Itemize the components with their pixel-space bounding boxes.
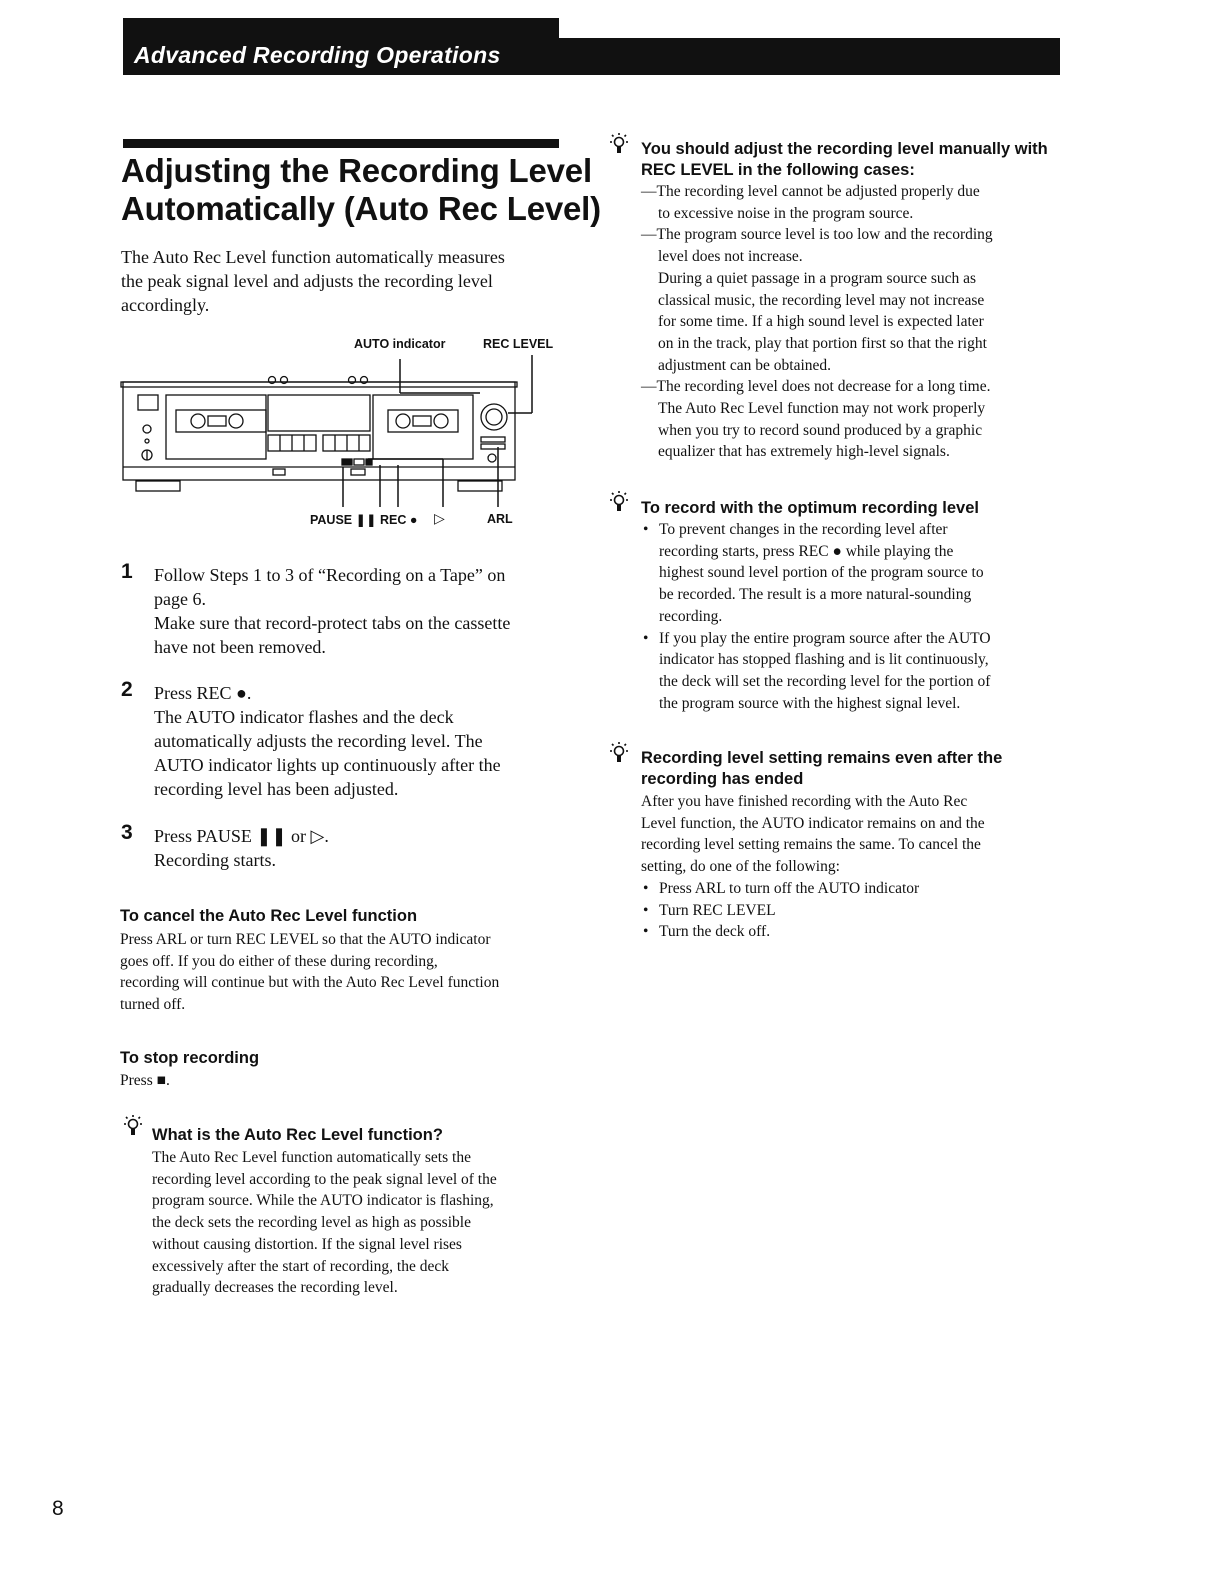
page-title-line: Adjusting the Recording Level: [121, 152, 592, 189]
text-line: The Auto Rec Level function automatically measures: [121, 247, 505, 267]
tip-remains-text: [641, 791, 985, 943]
text-line: Level function, the AUTO indicator remains on and the: [641, 814, 985, 832]
tip-manual-text: [641, 181, 993, 463]
arl-label: ARL: [487, 512, 513, 526]
tip-manual-heading: [641, 139, 1048, 181]
list-item: • Turn the deck off.: [641, 921, 985, 943]
tip-what-text: [152, 1147, 497, 1299]
page-title-line: Automatically (Auto Rec Level): [121, 190, 601, 227]
text-line: Follow Steps 1 to 3 of “Recording on a Tape” on: [154, 565, 506, 585]
text-line: recording level setting remains the same. To cancel the: [641, 836, 981, 854]
text-line: —The recording level cannot be adjusted properly due: [641, 183, 980, 200]
text-line: Make sure that record-protect tabs on the cassette: [154, 613, 511, 633]
text-line: • To prevent changes in the recording level after: [659, 521, 948, 538]
text-line: the program source with the highest signal level.: [659, 694, 961, 712]
text-line: highest sound level portion of the program source to: [659, 564, 984, 582]
page-number: 8: [52, 1497, 64, 1520]
text-line: Press REC ●.: [154, 683, 252, 703]
text-line: have not been removed.: [154, 637, 326, 657]
play-label: ▷: [434, 510, 445, 526]
text-line: program source. While the AUTO indicator is flashing,: [152, 1192, 494, 1210]
text-line: page 6.: [154, 589, 206, 609]
step-number: 2: [121, 678, 133, 701]
text-line: During a quiet passage in a program source such as: [658, 269, 977, 287]
tip-remains-heading: [641, 748, 1002, 790]
tip-what-heading: What is the Auto Rec Level function?: [152, 1126, 443, 1144]
text-line: setting, do one of the following:: [641, 858, 840, 876]
step-2-text: [154, 681, 501, 801]
text-line: You should adjust the recording level manually with: [641, 140, 1048, 158]
text-line: —The program source level is too low and the recording: [641, 226, 993, 244]
text-line: Press PAUSE ❚❚ or ▷.: [154, 826, 329, 846]
rec-level-label: REC LEVEL: [483, 337, 554, 351]
text-line: classical music, the recording level may not increase: [658, 291, 985, 309]
text-line: turned off.: [120, 996, 186, 1014]
text-line: recording will continue but with the Auto Rec Level function: [120, 974, 500, 992]
tip-lightbulb-icon: [607, 740, 631, 764]
text-line: Recording level setting remains even after the: [641, 749, 1003, 767]
text-line: AUTO indicator lights up continuously after the: [154, 755, 501, 775]
title-rule: [123, 139, 559, 148]
text-line: equalizer that has extremely high-level signals.: [658, 443, 950, 461]
text-line: The Auto Rec Level function automatically sets the: [152, 1149, 471, 1166]
text-line: The AUTO indicator flashes and the deck: [154, 707, 454, 727]
header-bar-tab: [123, 18, 559, 40]
text-line: recording starts, press REC ● while playing the: [659, 542, 954, 560]
step-3-text: [154, 824, 329, 872]
text-line: adjustment can be obtained.: [658, 356, 832, 374]
tip-optimum-text: [641, 519, 991, 714]
text-line: Recording starts.: [154, 850, 276, 870]
text-line: gradually decreases the recording level.: [152, 1279, 398, 1297]
auto-indicator-label: AUTO indicator: [354, 337, 446, 351]
text-line: when you try to record sound produced by a graphic: [658, 421, 983, 439]
text-line: on in the track, play that portion first so that the right: [658, 334, 987, 352]
text-line: automatically adjusts the recording level. The: [154, 731, 483, 751]
text-line: REC LEVEL in the following cases:: [641, 161, 915, 179]
text-line: Press ARL or turn REC LEVEL so that the AUTO indicator: [120, 931, 491, 948]
text-line: the deck will set the recording level for the portion of: [659, 672, 991, 690]
text-line: accordingly.: [121, 295, 210, 315]
text-line: be recorded. The result is a more natural-sounding: [659, 586, 972, 604]
text-line: excessively after the start of recording, the deck: [152, 1257, 449, 1275]
tip-optimum-heading: To record with the optimum recording level: [641, 499, 979, 517]
text-line: indicator has stopped flashing and is lit continuously,: [659, 651, 989, 669]
text-line: After you have finished recording with the Auto Rec: [641, 793, 968, 810]
text-line: goes off. If you do either of these during recording,: [120, 952, 438, 970]
list-item: [641, 628, 991, 715]
cassette-deck-illustration: [118, 355, 558, 515]
text-line: for some time. If a high sound level is expected later: [658, 313, 984, 331]
stop-heading: To stop recording: [120, 1049, 260, 1067]
step-number: 1: [121, 560, 133, 583]
text-line: the deck sets the recording level as high as possible: [152, 1214, 471, 1232]
text-line: recording level according to the peak signal level of the: [152, 1170, 497, 1188]
step-number: 3: [121, 821, 133, 844]
tip-lightbulb-icon: [121, 1113, 145, 1137]
text-line: • If you play the entire program source after the AUTO: [659, 629, 991, 647]
tip-lightbulb-icon: [607, 489, 631, 513]
text-line: the peak signal level and adjusts the recording level: [121, 271, 493, 291]
text-line: without causing distortion. If the signal level rises: [152, 1235, 462, 1253]
list-item: [641, 519, 991, 628]
list-item: • Turn REC LEVEL: [641, 900, 985, 922]
text-line: level does not increase.: [658, 248, 803, 266]
cancel-text: [120, 929, 499, 1016]
list-item: • Press ARL to turn off the AUTO indicator: [641, 878, 985, 900]
section-title: Advanced Recording Operations: [134, 42, 501, 68]
text-line: recording level has been adjusted.: [154, 779, 399, 799]
step-1-text: [154, 563, 510, 659]
pause-rec-label: PAUSE ❚❚ REC ●: [310, 513, 418, 527]
text-line: to excessive noise in the program source.: [658, 204, 914, 222]
text-line: The Auto Rec Level function may not work properly: [658, 400, 986, 418]
intro-paragraph: [121, 245, 505, 317]
text-line: —The recording level does not decrease for a long time.: [641, 378, 991, 396]
text-line: recording.: [659, 607, 723, 625]
tip-lightbulb-icon: [607, 131, 631, 155]
stop-text: Press ■.: [120, 1072, 170, 1089]
cancel-heading: To cancel the Auto Rec Level function: [120, 907, 418, 925]
text-line: recording has ended: [641, 770, 804, 788]
page-title: [121, 152, 601, 228]
